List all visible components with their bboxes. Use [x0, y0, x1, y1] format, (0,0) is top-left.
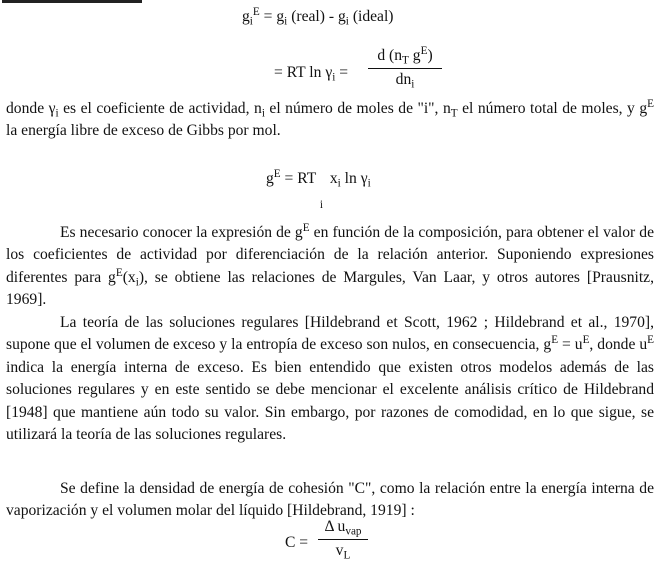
eq1-rhs-a-sub: i: [284, 15, 288, 28]
cropped-previous-line: [2, 0, 142, 3]
p3-t3: , donde u: [589, 336, 648, 354]
p3-p2: E: [582, 334, 590, 347]
eq1-rhs-a: g: [276, 8, 285, 25]
p4-t1: Se define la densidad de energía de cohesión "C", como la relación entre la energía interna de vaporización y el volumen molar del líquido [Hildebrand, 1919] :: [6, 480, 654, 520]
p1-p1: E: [647, 97, 655, 110]
eq1-rhs-b-sub: i: [345, 15, 349, 28]
eq3-term-sub: i: [337, 177, 341, 190]
p2-p2: E: [115, 266, 123, 279]
equation-cohesion-density-lhs: [285, 534, 308, 552]
eq2-equals: =: [339, 64, 349, 81]
eq4-num: Δ u: [324, 518, 346, 535]
eq4-den-sub: L: [343, 549, 351, 562]
eq1-lhs-sup: E: [252, 5, 260, 18]
p1-s3: T: [450, 107, 458, 120]
p3-p3: E: [647, 334, 654, 347]
eq1-lhs-sub: i: [249, 15, 253, 28]
p2-t4: ), se obtiene las relaciones de Margules, Van Laar, y otros autores [Prausnitz, 1969].: [6, 268, 654, 309]
p1-t4: el número total de moles, y g: [457, 100, 648, 117]
eq3-mid: = RT: [280, 170, 320, 187]
p1-t5: la energía libre de exceso de Gibbs por mol.: [6, 122, 281, 140]
eq4-fraction: [318, 518, 368, 560]
paragraph-regular-solutions: [6, 312, 654, 446]
p1-s1: i: [55, 107, 59, 120]
eq2-num-c: ): [427, 47, 433, 64]
p2-p1: E: [302, 221, 310, 234]
eq1-real-label: (real): [291, 8, 325, 25]
p3-t2: = u: [558, 336, 583, 354]
p3-t4: indica la energía interna de exceso. Es bien entendido que existen otros modelos además de las soluciones regulares y en este sentido se debe mencionar el excelente análisis crítico de Hildebrand [1948] que mantiene aún todo su valor. Sin embargo, por razones de comodidad, en lo que sigue, se utilizará la teoría de las soluciones regulares.: [6, 358, 654, 444]
eq4-fraction-bar: [318, 539, 368, 540]
paragraph-margules: [6, 222, 654, 312]
p1-t2: es el coeficiente de actividad, n: [58, 100, 262, 117]
eq3-tail: ln γ: [340, 170, 368, 187]
p2-s1: i: [135, 276, 139, 289]
eq4-lhs: C =: [285, 534, 309, 551]
p1-t3: el número de moles de "i", n: [264, 100, 451, 117]
eq4-num-sub: vap: [345, 525, 362, 538]
eq3-lhs: g: [266, 170, 274, 187]
p1-t1: donde γ: [6, 100, 56, 117]
eq4-den: v: [335, 542, 344, 559]
eq1-ideal-label: (ideal): [352, 8, 394, 25]
p2-t2: en función de la composición, para obtener el valor de los coeficientes de actividad por diferenciación de la relación anterior. Suponiendo expresiones diferentes para g: [6, 224, 654, 286]
p1-s2: i: [261, 107, 265, 120]
eq2-num-sup: E: [420, 44, 428, 57]
eq1-lhs: g: [242, 8, 250, 25]
eq3-tail-sub: i: [367, 177, 371, 190]
eq1-minus: -: [328, 8, 335, 25]
eq2-denominator: [368, 71, 442, 89]
p2-t3: (x: [122, 268, 136, 286]
eq2-den-base: dn: [395, 71, 412, 88]
paragraph-cohesion-density: [6, 478, 654, 523]
equation-sum-excess-gibbs: [266, 167, 371, 211]
eq3-lhs-sup: E: [273, 167, 281, 180]
paragraph-definitions: [6, 98, 654, 143]
eq3-sum-index: i: [319, 199, 323, 211]
p2-t1: Es necesario conocer la expresión de g: [60, 224, 303, 241]
eq2-num-sub: T: [402, 54, 409, 67]
eq2-den-sub: i: [411, 78, 415, 91]
eq3-term: x: [329, 170, 338, 187]
eq2-prefix-sub: i: [332, 71, 336, 84]
eq4-numerator: [318, 518, 368, 536]
p3-t1: La teoría de las soluciones regulares [Hildebrand et Scott, 1962 ; Hildebrand et al., 1970], supone que el volumen de exceso y la entropía de exceso son nulos, en consecuencia, g: [6, 314, 654, 354]
equation-activity-coefficient: [274, 64, 348, 82]
eq2-prefix: = RT ln γ: [274, 64, 333, 81]
p3-p1: E: [551, 334, 559, 347]
eq2-numerator: [368, 44, 442, 67]
eq1-rhs-b: g: [337, 8, 346, 25]
eq2-num-b: g: [408, 47, 421, 64]
eq2-fraction-bar: [368, 68, 442, 69]
equation-excess-gibbs: $g_i^E = g_i$ (real) - $g_i$ (ideal): [242, 5, 394, 28]
eq4-denominator: [318, 542, 368, 560]
eq2-num-a: d (n: [377, 47, 403, 64]
eq2-fraction: [368, 44, 442, 91]
